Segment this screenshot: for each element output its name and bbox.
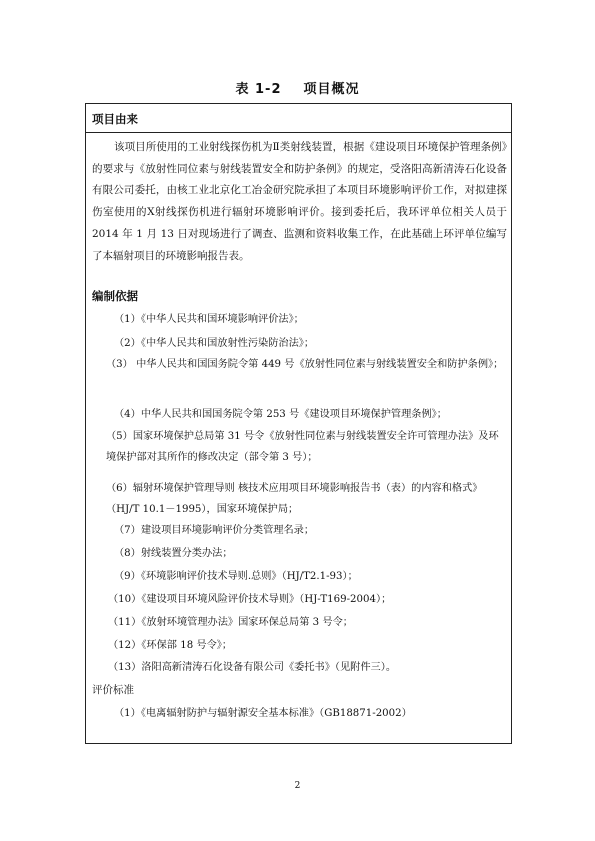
table-name: 项目概况: [303, 82, 360, 97]
standard-heading: 评价标准: [92, 684, 134, 696]
basis-item: （3） 中华人民共和国国务院令第 449 号《放射性同位素与射线装置安全和防护条例》；: [106, 359, 504, 370]
standard-item: （1）《电离辐射防护与辐射源安全基本标准》（GB18871-2002）: [114, 708, 412, 719]
table-number: 表 1-2: [235, 82, 282, 97]
basis-item: （10）《建设项目环境风险评价技术导则》（HJ-T169-2004）；: [108, 594, 392, 605]
basis-item: （9）《环境影响评价技术导则.总则》（HJ/T2.1-93）；: [114, 571, 358, 582]
basis-item: （4）中华人民共和国国务院令第 253 号《建设项目环境保护管理条例》；: [114, 409, 447, 420]
title-divider: [86, 132, 511, 133]
basis-item: （7）建设项目环境影响评价分类管理名录；: [114, 525, 315, 536]
project-overview-table: [85, 103, 512, 744]
page-number: 2: [294, 781, 301, 791]
basis-item: （12）《环保部 18 号令》；: [108, 640, 233, 651]
table-title: [0, 78, 595, 97]
basis-item: （11）《放射环境管理办法》国家环保总局第 3 号令；: [108, 617, 353, 628]
basis-item: （8）射线装置分类办法；: [114, 548, 233, 559]
basis-item: （2）《中华人民共和国放射性污染防治法》；: [114, 338, 315, 349]
basis-item: （1）《中华人民共和国环境影响评价法》；: [114, 314, 304, 325]
origin-heading: 项目由来: [92, 112, 138, 126]
basis-item: （13）洛阳高新清涛石化设备有限公司《委托书》（见附件三）。: [108, 662, 397, 673]
origin-paragraph: 该项目所使用的工业射线探伤机为Ⅱ类射线装置，根据《建设项目环境保护管理条例》的要求与《放射性同位素与射线装置安全和防护条例》的规定，受洛阳高新清涛石化设备有限公司委托，由核工业北京化工冶金研究院承担了本项目环境影响评价工作，对拟建探伤室使用的X射线探伤机进行辐射环境影响评价。接到委托后，我环评单位相关人员于 2014 年 1 月 13 日对现场进行了调查、监测和资料收集工作，在此基础上环评单位编写了本辐射项目的环境影响报告表。: [92, 141, 507, 262]
basis-item: （5）国家环境保护总局第 31 号令《放射性同位素与射线装置安全许可管理办法》及环境保护部对其所作的修改决定（部令第 3 号）；: [106, 431, 499, 463]
basis-item: （6）辐射环境保护管理导则 核技术应用项目环境影响报告书（表）的内容和格式》（HJ/T 10.1－1995），国家环境保护局；: [106, 483, 483, 515]
basis-heading: 编制依据: [92, 289, 138, 303]
